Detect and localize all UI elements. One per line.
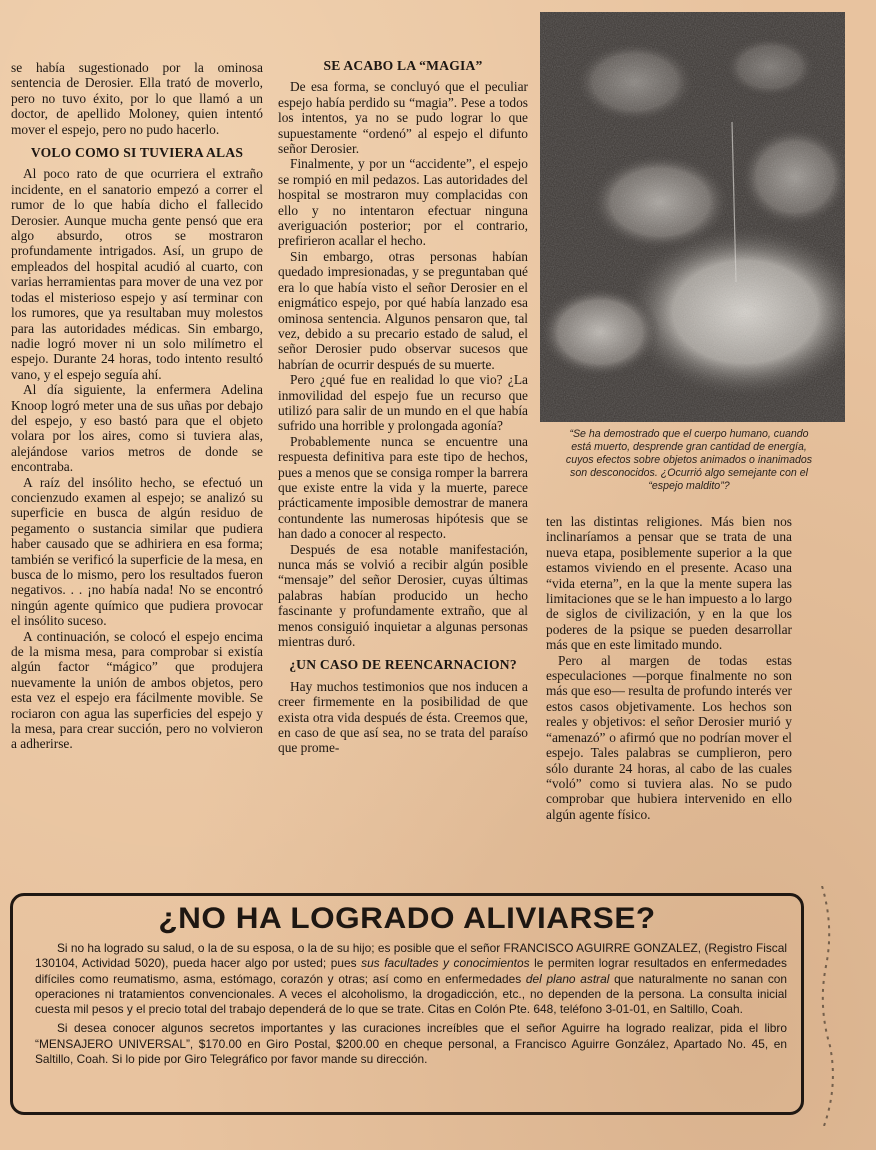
photo-image (540, 12, 845, 422)
paragraph: Pero al margen de todas estas especulaciones —porque finalmente no son más que eso— resulta de profundo interés ver estos casos objetivamente. Los hechos son reales y objetivos: el señor Derosier murió y “amenazó” o afirmó que no podrían mover el espejo. Tales palabras se cumplieron, pero sólo durante 24 horas, al cabo de las cuales “voló” como si tuviera alas. No se pudo comprobar que hubiera intervenido en ello algún agente físico. (546, 652, 792, 822)
paragraph: Hay muchos testimonios que nos inducen a creer firmemente en la posibilidad de que exista otra vida después de ésta. Creemos que, en caso de que así sea, no se trata del paraíso que prome- (278, 678, 528, 756)
ad-title: ¿NO HA LOGRADO ALIVIARSE? (158, 902, 656, 935)
article-column-3 (546, 514, 792, 822)
ad-text: que naturalmente no sanan con operaciones ni tratamientos convencionales. A veces el alcoholismo, la drogadicción, etc., no dependen de la persona. La consulta inicial cuesta mil pesos y el precio total del trabajo dependerá de lo que se trate. Citas en Colón Pte. 648, teléfono 3-01-01, en Saltillo, Coah. (35, 971, 787, 1017)
ad-body (35, 941, 787, 1071)
paragraph: Después de esa notable manifestación, nunca más se volvió a recibir algún posible “mensaje” del señor Derosier, cuyas últimas palabras habían producido un hecho fascinante y profundamente extraño, que al menos consiguió inquietar a algunas personas mientras duró. (278, 541, 528, 650)
ad-paragraph (35, 941, 787, 1017)
paragraph: ten las distintas religiones. Más bien nos inclinaríamos a pensar que se trata de una nueva etapa, posiblemente superior a la que estamos viviendo en el presente. Acaso una “vida eterna”, en la que la mente supera las limitaciones que se le han impuesto a lo largo de siglos de civilización, y en la que los poderes de la psique se pueden desarrollar más que en este limitado mundo. (546, 514, 792, 653)
ad-text: Si no ha logrado su salud, o la de su esposa, o la de su hijo; es posible que el señor FRANCISCO AGUIRRE GONZALEZ, (Registro Fiscal 130104, Actividad 5020), pueda hacer algo por usted; pues (35, 941, 787, 971)
article-column-1 (11, 60, 263, 752)
paragraph: Al poco rato de que ocurriera el extraño incidente, en el sanatorio empezó a correr el rumor de lo que había dicho el fallecido Derosier. Aunque mucha gente pensó que era algo absurdo, otros se mostraron profundamente intrigados. Así, un grupo de empleados del hospital acudió al cuarto, con varias herramientas para mover de una vez por todas el misterioso espejo y así terminar con los rumores, que ya resultaban muy molestos para las autoridades médicas. Sin embargo, nadie logró mover ni un solo milímetro el espejo. Durante 24 horas, todo intento resultó vano, y el espejo seguía ahí. (11, 166, 263, 382)
paragraph: se había sugestionado por la ominosa sentencia de Derosier. Ella trató de moverlo, pero no tuvo éxito, por lo que llamó a un doctor, de apellido Moloney, quien intentó mover el espejo, pero no pudo hacerlo. (11, 60, 263, 137)
torn-edge-decoration (820, 886, 876, 1126)
paragraph: Sin embargo, otras personas habían quedado impresionadas, y se preguntaban qué era lo que había visto el señor Derosier en el enigmático espejo, por qué había lanzado esa ominosa sentencia. Algunos pensaron que, tal vez, debido a su precario estado de salud, el señor Derosier pudo observar sucesos que habrían de ocurrir después de su muerte. (278, 248, 528, 372)
paragraph: A continuación, se colocó el espejo encima de la misma mesa, para comprobar si existía algún factor “mágico” que produjera nuevamente la unión de ambos objetos, pero esta vez el espejo era fácilmente movible. Se rociaron con agua las superficies del espejo y la mesa, para crear succión, pero no volvieron a adherirse. (11, 628, 263, 752)
paragraph: Al día siguiente, la enfermera Adelina Knoop logró meter una de sus uñas por debajo del espejo, y eso bastó para que el objeto volara por los aires, como si tuviera alas, alejándose varios metros de donde se encontraba. (11, 382, 263, 475)
section-heading: VOLO COMO SI TUVIERA ALAS (30, 145, 244, 161)
ad-italic-text: sus facultades y conocimientos (361, 956, 530, 971)
ad-paragraph: Si desea conocer algunos secretos importantes y las curaciones increíbles que el señor Aguirre ha logrado realizar, pida el libro “MENSAJERO UNIVERSAL”, $170.00 en Giro Postal, $200.00 en cheque personal, a Francisco Aguirre González, Apartado No. 45, en Saltillo, Coah. Si lo pide por Giro Telegráfico por favor mande su dirección. (35, 1021, 787, 1067)
article-column-2 (278, 58, 528, 756)
paragraph: Probablemente nunca se encuentre una respuesta definitiva para este tipo de hechos, pues a menos que se consiga romper la barrera que existe entre la vida y la muerte, parece prácticamente imposible demostrar de manera contundente las numerosas hipótesis que se han dado a conocer al respecto. (278, 433, 528, 542)
paragraph: A raíz del insólito hecho, se efectuó un concienzudo examen al espejo; se analizó su superficie en busca de algún residuo de pegamento o sustancia similar que pudiera haber causado que se adhiriera en esa forma; también se verificó la superficie de la mesa, en busca de lo mismo, pero los resultados fueron negativos. . . ¡no había nada! No se encontró ningún agente químico que pudiera provocar el insólito suceso. (11, 474, 263, 629)
section-heading: SE ACABO LA “MAGIA” (323, 58, 483, 73)
paragraph: Finalmente, y por un “accidente”, el espejo se rompió en mil pedazos. Las autoridades del hospital se mostraron muy complacidas con ello y no intentaron efectuar ninguna averiguación posterior; por el contrario, prefirieron acallar el hecho. (278, 156, 528, 249)
paragraph: De esa forma, se concluyó que el peculiar espejo había perdido su “magia”. Pese a todos los intentos, ya no se pudo lograr lo que supuestamente “ordenó” al espejo el difunto señor Derosier. (278, 79, 528, 157)
photo-caption: “Se ha demostrado que el cuerpo humano, cuando está muerto, desprende gran cantidad de energía, cuyos efectos sobre objetos animados o inanimados son desconocidos. ¿Ocurrió algo semejante con el “espejo maldito”? (565, 428, 813, 492)
ad-italic-text: del plano astral (525, 971, 610, 986)
paragraph: Pero ¿qué fue en realidad lo que vio? ¿La inmovilidad del espejo fue un recurso que utilizó para salir de un mundo en el que había sufrido una horrible y prolongada agonía? (278, 372, 528, 434)
article-photo (540, 12, 845, 422)
section-heading: ¿UN CASO DE REENCARNACION? (289, 657, 517, 673)
advertisement-box (10, 893, 804, 1115)
ad-text: le permiten lograr resultados en enfermedades difíciles como reumatismo, asma, estómago, corazón y otras; así como en enfermedades (35, 956, 787, 986)
